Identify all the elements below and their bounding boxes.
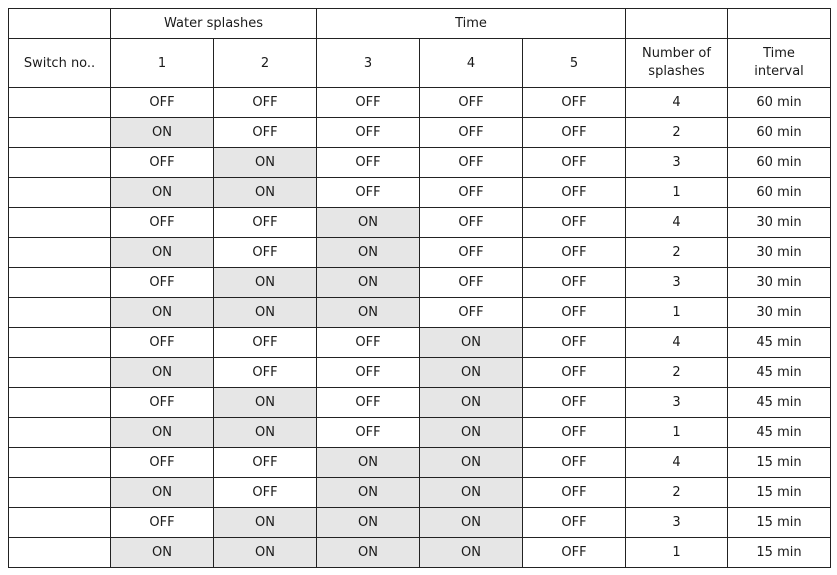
switch-3-state-cell: OFF — [317, 358, 420, 388]
table-row — [9, 118, 831, 148]
switch-4-state-cell: OFF — [420, 88, 523, 118]
switch-no-cell — [9, 88, 111, 118]
switch-position-4-header: 4 — [420, 39, 523, 88]
number-of-splashes-cell: 2 — [626, 478, 728, 508]
number-of-splashes-cell: 2 — [626, 238, 728, 268]
switch-no-cell — [9, 268, 111, 298]
switch-no-cell — [9, 328, 111, 358]
switch-2-state-cell: ON — [214, 178, 317, 208]
switch-2-state-cell: ON — [214, 388, 317, 418]
time-interval-cell: 15 min — [728, 538, 831, 568]
switch-5-state-cell: OFF — [523, 418, 626, 448]
number-of-splashes-header-line-2: splashes — [648, 64, 705, 79]
time-interval-cell: 30 min — [728, 238, 831, 268]
table-row — [9, 88, 831, 118]
switch-5-state-cell: OFF — [523, 148, 626, 178]
switch-4-state-cell: ON — [420, 508, 523, 538]
switch-1-state-cell: OFF — [111, 328, 214, 358]
switch-4-state-cell: ON — [420, 358, 523, 388]
time-interval-group-cell — [728, 9, 831, 39]
number-of-splashes-cell: 1 — [626, 178, 728, 208]
switch-4-state-cell: ON — [420, 328, 523, 358]
switch-5-state-cell: OFF — [523, 208, 626, 238]
time-interval-cell: 15 min — [728, 478, 831, 508]
time-interval-cell: 30 min — [728, 298, 831, 328]
switch-3-state-cell: ON — [317, 268, 420, 298]
switch-1-state-cell: OFF — [111, 388, 214, 418]
switch-4-state-cell: OFF — [420, 148, 523, 178]
switch-position-2-header: 2 — [214, 39, 317, 88]
number-of-splashes-cell: 1 — [626, 418, 728, 448]
switch-3-state-cell: OFF — [317, 388, 420, 418]
switch-1-state-cell: OFF — [111, 208, 214, 238]
switch-no-cell — [9, 388, 111, 418]
time-interval-header-line-1: Time — [763, 46, 795, 61]
header-row — [9, 39, 831, 88]
number-of-splashes-cell: 4 — [626, 328, 728, 358]
number-of-splashes-header-line-1: Number of — [642, 46, 711, 61]
switch-5-state-cell: OFF — [523, 508, 626, 538]
table-row — [9, 448, 831, 478]
table-row — [9, 298, 831, 328]
time-interval-cell: 60 min — [728, 88, 831, 118]
switch-5-state-cell: OFF — [523, 178, 626, 208]
switch-position-1-header: 1 — [111, 39, 214, 88]
switch-1-state-cell: ON — [111, 538, 214, 568]
switch-no-cell — [9, 148, 111, 178]
header-corner-cell — [9, 9, 111, 39]
switch-1-state-cell: ON — [111, 478, 214, 508]
switch-position-5-header: 5 — [523, 39, 626, 88]
time-interval-cell: 60 min — [728, 178, 831, 208]
switch-4-state-cell: ON — [420, 448, 523, 478]
time-interval-cell: 60 min — [728, 148, 831, 178]
number-of-splashes-cell: 4 — [626, 208, 728, 238]
switch-1-state-cell: OFF — [111, 88, 214, 118]
water-splashes-group-header: Water splashes — [111, 9, 317, 39]
switch-2-state-cell: ON — [214, 148, 317, 178]
time-interval-cell: 45 min — [728, 418, 831, 448]
switch-5-state-cell: OFF — [523, 298, 626, 328]
switch-3-state-cell: ON — [317, 508, 420, 538]
number-of-splashes-cell: 3 — [626, 148, 728, 178]
switch-4-state-cell: OFF — [420, 178, 523, 208]
switch-5-state-cell: OFF — [523, 118, 626, 148]
table-row — [9, 388, 831, 418]
switch-1-state-cell: ON — [111, 298, 214, 328]
switch-4-state-cell: ON — [420, 538, 523, 568]
switch-3-state-cell: ON — [317, 448, 420, 478]
switch-2-state-cell: ON — [214, 268, 317, 298]
time-interval-header — [728, 39, 831, 88]
switch-2-state-cell: OFF — [214, 328, 317, 358]
switch-4-state-cell: ON — [420, 418, 523, 448]
switch-1-state-cell: OFF — [111, 508, 214, 538]
number-of-splashes-cell: 4 — [626, 448, 728, 478]
switch-2-state-cell: ON — [214, 418, 317, 448]
switch-3-state-cell: OFF — [317, 118, 420, 148]
switch-4-state-cell: OFF — [420, 118, 523, 148]
number-of-splashes-cell: 4 — [626, 88, 728, 118]
time-interval-cell: 15 min — [728, 448, 831, 478]
time-group-header: Time — [317, 9, 626, 39]
number-of-splashes-cell: 2 — [626, 358, 728, 388]
switch-2-state-cell: OFF — [214, 88, 317, 118]
switch-3-state-cell: ON — [317, 238, 420, 268]
switch-2-state-cell: OFF — [214, 358, 317, 388]
table-row — [9, 148, 831, 178]
table-body — [9, 88, 831, 568]
switch-no-cell — [9, 538, 111, 568]
switch-5-state-cell: OFF — [523, 88, 626, 118]
time-interval-cell: 30 min — [728, 208, 831, 238]
dip-switch-settings-table — [8, 8, 831, 568]
switch-position-3-header: 3 — [317, 39, 420, 88]
switch-1-state-cell: ON — [111, 418, 214, 448]
switch-2-state-cell: OFF — [214, 478, 317, 508]
switch-5-state-cell: OFF — [523, 478, 626, 508]
time-interval-cell: 45 min — [728, 388, 831, 418]
switch-no-cell — [9, 238, 111, 268]
table-row — [9, 208, 831, 238]
switch-5-state-cell: OFF — [523, 238, 626, 268]
switch-no-cell — [9, 418, 111, 448]
switch-no-cell — [9, 448, 111, 478]
switch-no-cell — [9, 298, 111, 328]
table-row — [9, 328, 831, 358]
table-row — [9, 178, 831, 208]
switch-4-state-cell: OFF — [420, 208, 523, 238]
switch-5-state-cell: OFF — [523, 448, 626, 478]
switch-no-cell — [9, 118, 111, 148]
time-interval-cell: 30 min — [728, 268, 831, 298]
switch-4-state-cell: OFF — [420, 298, 523, 328]
switch-5-state-cell: OFF — [523, 268, 626, 298]
table-row — [9, 358, 831, 388]
number-of-splashes-cell: 1 — [626, 298, 728, 328]
header-group-row — [9, 9, 831, 39]
switch-5-state-cell: OFF — [523, 538, 626, 568]
number-of-splashes-cell: 3 — [626, 508, 728, 538]
switch-3-state-cell: OFF — [317, 178, 420, 208]
table-row — [9, 268, 831, 298]
switch-5-state-cell: OFF — [523, 388, 626, 418]
switch-1-state-cell: OFF — [111, 268, 214, 298]
switch-no-cell — [9, 178, 111, 208]
switch-4-state-cell: OFF — [420, 238, 523, 268]
switch-4-state-cell: ON — [420, 478, 523, 508]
switch-no-cell — [9, 478, 111, 508]
switch-2-state-cell: ON — [214, 298, 317, 328]
number-of-splashes-header — [626, 39, 728, 88]
switch-no-header: Switch no.. — [9, 39, 111, 88]
number-of-splashes-cell: 2 — [626, 118, 728, 148]
table-row — [9, 418, 831, 448]
switch-4-state-cell: OFF — [420, 268, 523, 298]
table-row — [9, 238, 831, 268]
table-row — [9, 478, 831, 508]
switch-no-cell — [9, 208, 111, 238]
table-row — [9, 508, 831, 538]
switch-2-state-cell: ON — [214, 538, 317, 568]
table-row — [9, 538, 831, 568]
switch-3-state-cell: ON — [317, 298, 420, 328]
switch-1-state-cell: ON — [111, 238, 214, 268]
number-of-splashes-cell: 3 — [626, 268, 728, 298]
switch-2-state-cell: OFF — [214, 238, 317, 268]
switch-1-state-cell: ON — [111, 358, 214, 388]
switch-5-state-cell: OFF — [523, 328, 626, 358]
switch-3-state-cell: OFF — [317, 88, 420, 118]
number-of-splashes-cell: 1 — [626, 538, 728, 568]
switch-5-state-cell: OFF — [523, 358, 626, 388]
time-interval-cell: 45 min — [728, 358, 831, 388]
switch-2-state-cell: OFF — [214, 208, 317, 238]
switch-2-state-cell: ON — [214, 508, 317, 538]
switch-no-cell — [9, 358, 111, 388]
time-interval-cell: 15 min — [728, 508, 831, 538]
time-interval-cell: 45 min — [728, 328, 831, 358]
switch-3-state-cell: ON — [317, 478, 420, 508]
switch-3-state-cell: OFF — [317, 148, 420, 178]
switch-2-state-cell: OFF — [214, 448, 317, 478]
time-interval-cell: 60 min — [728, 118, 831, 148]
switch-3-state-cell: OFF — [317, 418, 420, 448]
switch-1-state-cell: OFF — [111, 148, 214, 178]
number-of-splashes-group-cell — [626, 9, 728, 39]
switch-1-state-cell: ON — [111, 178, 214, 208]
switch-1-state-cell: OFF — [111, 448, 214, 478]
number-of-splashes-cell: 3 — [626, 388, 728, 418]
time-interval-header-line-2: interval — [754, 64, 804, 79]
switch-4-state-cell: ON — [420, 388, 523, 418]
switch-3-state-cell: ON — [317, 538, 420, 568]
switch-2-state-cell: OFF — [214, 118, 317, 148]
switch-3-state-cell: ON — [317, 208, 420, 238]
switch-3-state-cell: OFF — [317, 328, 420, 358]
switch-no-cell — [9, 508, 111, 538]
switch-1-state-cell: ON — [111, 118, 214, 148]
